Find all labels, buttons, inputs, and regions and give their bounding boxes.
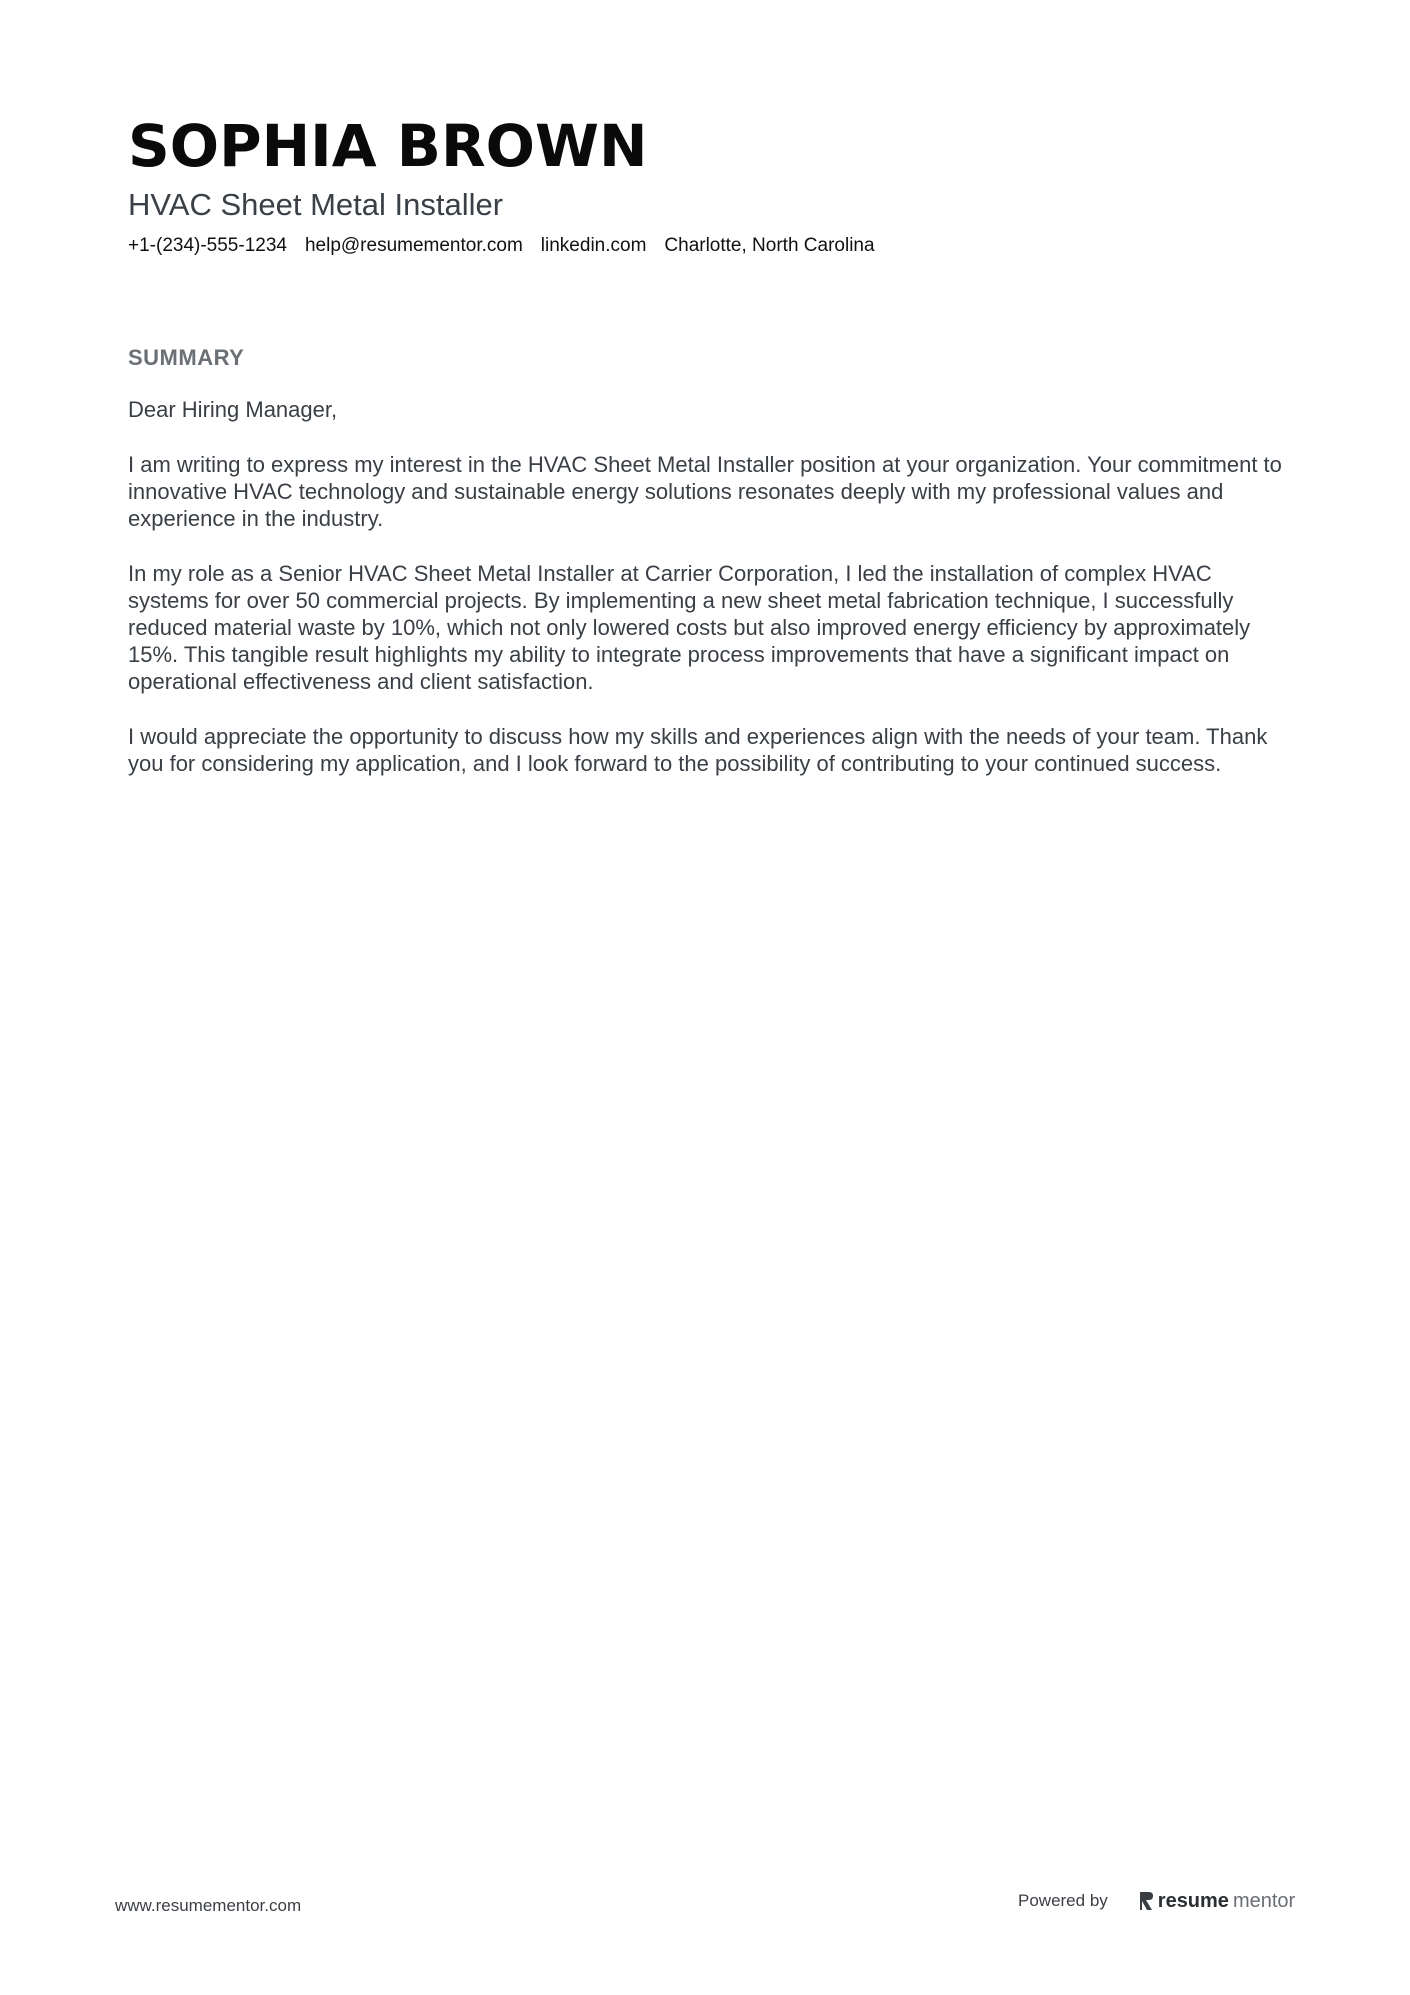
contact-info [128,234,1288,258]
brand-name-bold: resume [1157,1890,1229,1912]
letter-paragraph: In my role as a Senior HVAC Sheet Metal Installer at Carrier Corporation, I led the installation of complex HVAC systems for over 50 commercial projects. By implementing a new sheet metal fabrication technique, I successfully reduced material waste by 10%, which not only lowered costs but also improved energy efficiency by approximately 15%. This tangible result highlights my ability to integrate process improvements that have a significant impact on operational effectiveness and client satisfaction. [128,561,1251,694]
contact-linkedin[interactable]: linkedin.com [540,235,647,256]
letter-paragraph: I would appreciate the opportunity to discuss how my skills and experiences align with the needs of your team. Thank you for considering my application, and I look forward to the possibility of contributing to your continued success. [128,724,1268,776]
resumementor-logo-icon [1138,1891,1154,1911]
resume-header [128,112,1288,258]
contact-phone: +1-(234)-555-1234 [128,235,287,256]
job-title: HVAC Sheet Metal Installer [128,187,504,222]
cover-letter-body [128,396,1288,777]
contact-location: Charlotte, North Carolina [664,235,875,256]
footer-website-link[interactable]: www.resumementor.com [115,1896,302,1915]
powered-by-label: Powered by [1018,1891,1108,1910]
section-heading: SUMMARY [128,345,245,370]
candidate-name: SOPHIA BROWN [128,112,648,180]
letter-paragraph: I am writing to express my interest in the HVAC Sheet Metal Installer position at your organization. Your commitment to innovative HVAC technology and sustainable energy solutions resonates deeply with my professional values and experience in the industry. [128,452,1282,531]
contact-email[interactable]: help@resumementor.com [304,235,523,256]
brand-name-light: mentor [1232,1890,1296,1912]
summary-section [128,344,1288,805]
brand-logo[interactable] [1138,1890,1295,1912]
letter-salutation: Dear Hiring Manager, [128,397,338,422]
footer-branding [1018,1890,1295,1912]
